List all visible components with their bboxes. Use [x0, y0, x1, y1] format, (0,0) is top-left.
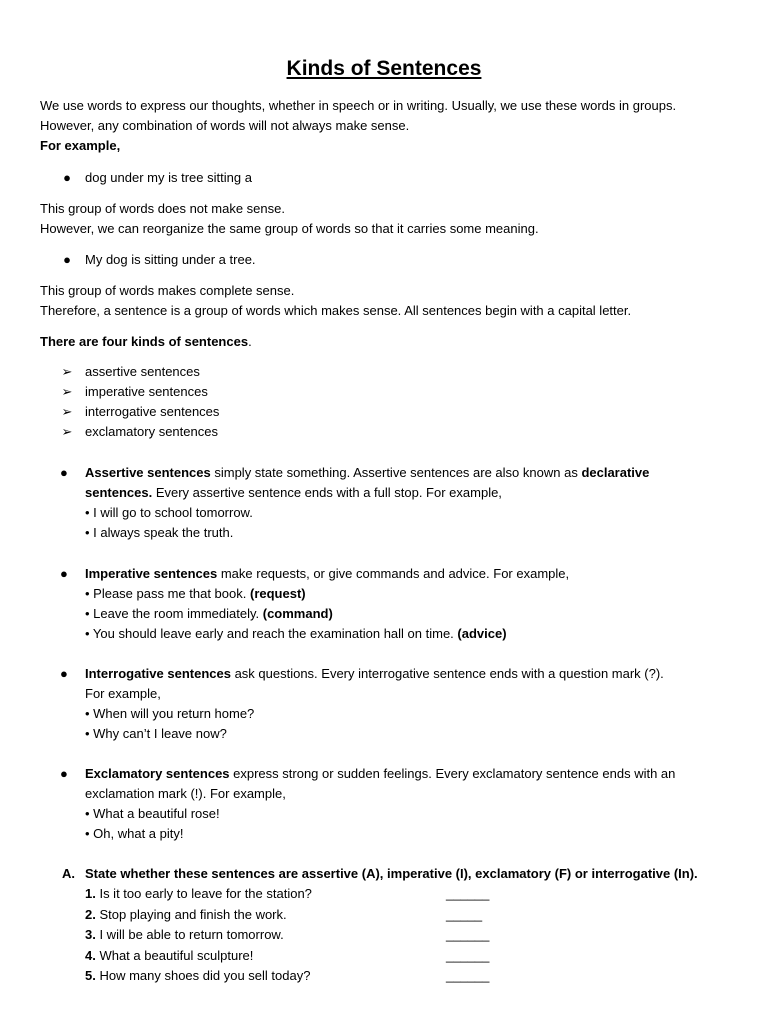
question-row: 3. I will be able to return tomorrow. ______ — [85, 925, 742, 946]
answer-blank[interactable]: ______ — [446, 968, 490, 983]
arrow-bullet-icon: ➢ — [61, 364, 73, 379]
exclamatory-section: ● Exclamatory sentences express strong or sudden feelings. Every exclamatory sentence ends with an exclamation mark (!). For example, • What a beautiful rose! • Oh, what a pity! — [60, 764, 720, 844]
example-sentence: • Oh, what a pity! — [85, 826, 184, 841]
example-sentence: • Leave the room immediately. (command) — [85, 606, 333, 621]
bullet-icon: ● — [60, 566, 68, 581]
list-item: ➢ assertive sentences — [60, 362, 720, 382]
answer-blank[interactable]: ______ — [446, 886, 490, 901]
answer-blank[interactable]: _____ — [446, 906, 483, 922]
list-item: ● dog under my is tree sitting a — [60, 168, 720, 188]
interrogative-section: ● Interrogative sentences ask questions. Every interrogative sentence ends with a question mark (?). For example, • When will you return home? • Why can’t I leave now? — [60, 664, 720, 744]
example-sentence: • I will go to school tomorrow. — [85, 505, 253, 520]
intro-paragraph — [40, 96, 740, 156]
question-list — [85, 884, 742, 987]
for-example-label: For example, — [40, 138, 121, 153]
intro-line: However, any combination of words will not always make sense. — [40, 118, 410, 133]
bullet-icon: ● — [63, 252, 71, 267]
exercise-label: A. — [62, 866, 75, 881]
arrow-bullet-icon: ➢ — [61, 424, 73, 439]
example-list — [60, 250, 720, 270]
question-row: 1. Is it too early to leave for the station? ______ — [85, 884, 742, 905]
example-sentence: • You should leave early and reach the examination hall on time. (advice) — [85, 626, 507, 641]
answer-blank[interactable]: ______ — [446, 947, 490, 963]
list-item: ➢ imperative sentences — [60, 382, 720, 402]
example-sentence: • I always speak the truth. — [85, 525, 234, 540]
paragraph: This group of words makes complete sense. Therefore, a sentence is a group of words which makes sense. All sentences begin with a capital letter. — [40, 283, 632, 318]
bullet-icon: ● — [60, 766, 68, 781]
paragraph: This group of words does not make sense. However, we can reorganize the same group of words so that it carries some meaning. — [40, 201, 539, 236]
kinds-list — [60, 362, 720, 442]
list-item: ➢ interrogative sentences — [60, 402, 720, 422]
list-item: ➢ exclamatory sentences — [60, 422, 720, 442]
question-row: 4. What a beautiful sculpture! ______ — [85, 946, 742, 967]
bullet-icon: ● — [63, 170, 71, 185]
page-title: Kinds of Sentences — [286, 57, 482, 80]
example-sentence: • Why can’t I leave now? — [85, 726, 227, 741]
question-row: 2. Stop playing and finish the work. _____ — [85, 905, 742, 926]
example-list — [60, 168, 720, 188]
example-sentence: • What a beautiful rose! — [85, 806, 220, 821]
exercise-section — [62, 864, 742, 987]
example-sentence: • When will you return home? — [85, 706, 255, 721]
imperative-section: ● Imperative sentences make requests, or give commands and advice. For example, • Please pass me that book. (request) • Leave the room immediately. (command) • You should leave early and reach the examination hall on time. (advice) — [60, 564, 720, 644]
assertive-section: ● Assertive sentences simply state something. Assertive sentences are also known as declarative sentences. Every assertive sentence ends with a full stop. For example, • I will go to school tomorrow. • I always speak the truth. — [60, 463, 720, 543]
arrow-bullet-icon: ➢ — [61, 384, 73, 399]
four-kinds-heading: There are four kinds of sentences. — [40, 334, 252, 349]
intro-line: We use words to express our thoughts, whether in speech or in writing. Usually, we use these words in groups. — [40, 98, 677, 113]
exercise-heading: State whether these sentences are assertive (A), imperative (I), exclamatory (F) or interrogative (In). — [85, 866, 698, 881]
arrow-bullet-icon: ➢ — [61, 404, 73, 419]
list-item: ● My dog is sitting under a tree. — [60, 250, 720, 270]
answer-blank[interactable]: ______ — [446, 927, 490, 942]
bullet-icon: ● — [60, 666, 68, 681]
question-row: 5. How many shoes did you sell today? ______ — [85, 966, 742, 987]
example-sentence: • Please pass me that book. (request) — [85, 586, 306, 601]
bullet-icon: ● — [60, 465, 68, 480]
